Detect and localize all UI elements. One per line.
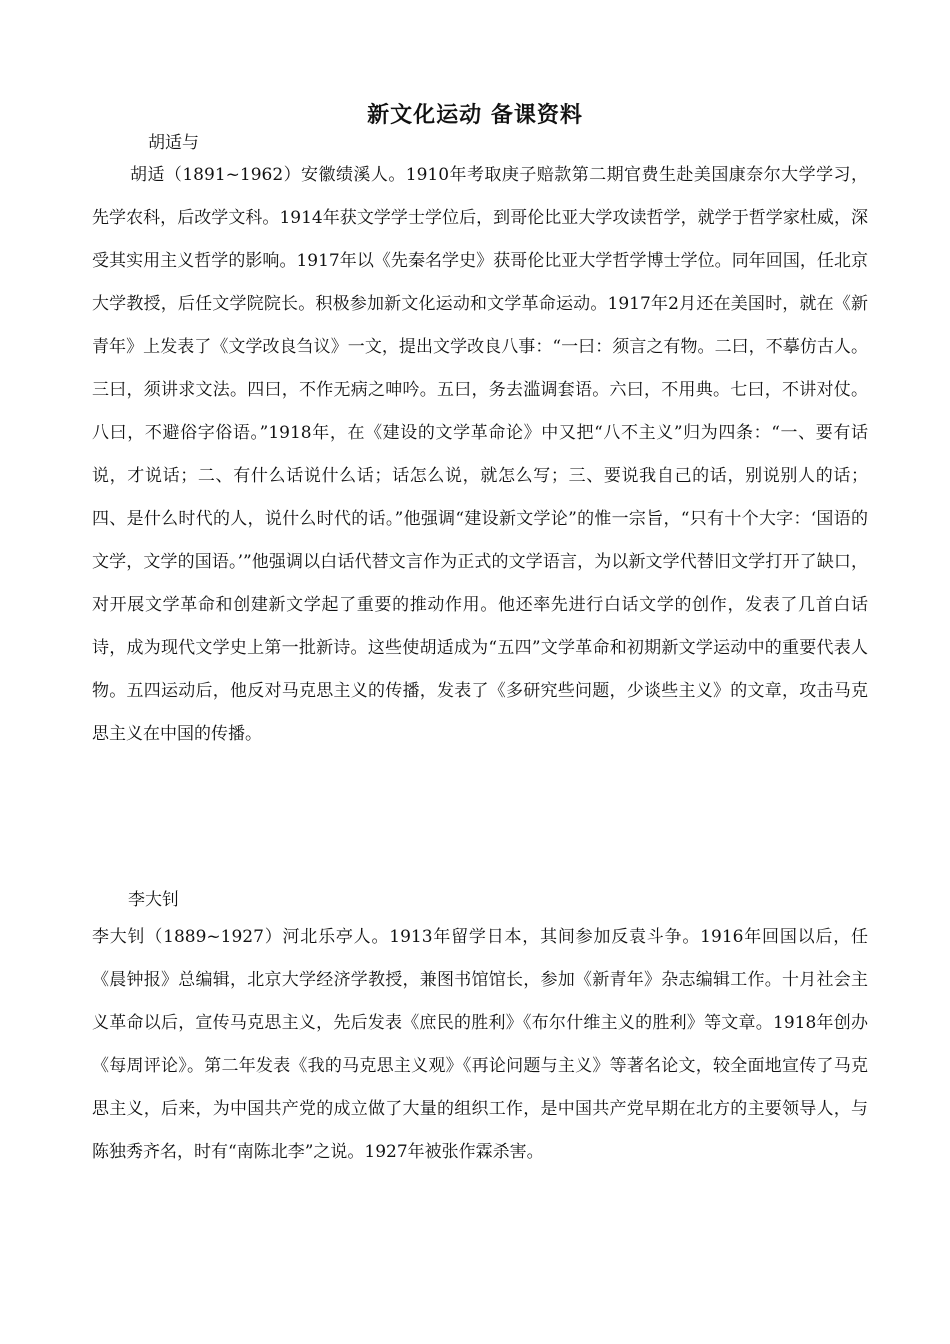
section-label-lidazhao: 李大钊 xyxy=(128,890,179,910)
section-label-hushi: 胡适与 xyxy=(148,133,199,153)
document-title: 新文化运动 备课资料 xyxy=(367,103,583,128)
section-body-lidazhao: 李大钊（1889~1927）河北乐亭人。1913年留学日本，其间参加反袁斗争。1916年回国以后，任《晨钟报》总编辑，北京大学经济学教授，兼图书馆馆长，参加《新青年》杂志编辑工作。十月社会主义革命以后，宣传马克思主义，先后发表《庶民的胜利》《布尔什维主义的胜利》等文章。1918年创办《每周评论》。第二年发表《我的马克思主义观》《再论问题与主义》等著名论文，较全面地宣传了马克思主义，后来，为中国共产党的成立做了大量的组织工作，是中国共产党早期在北方的主要领导人，与陈独秀齐名，时有“南陈北李”之说。1927年被张作霖杀害。 xyxy=(92,927,868,1162)
section-body-hushi: 胡适（1891~1962）安徽绩溪人。1910年考取庚子赔款第二期官费生赴美国康奈尔大学学习，先学农科，后改学文科。1914年获文学学士学位后，到哥伦比亚大学攻读哲学，就学于哲学家杜威，深受其实用主义哲学的影响。1917年以《先秦名学史》获哥伦比亚大学哲学博士学位。同年回国，任北京大学教授，后任文学院院长。积极参加新文化运动和文学革命运动。1917年2月还在美国时，就在《新青年》上发表了《文学改良刍议》一文，提出文学改良八事：“一曰：须言之有物。二曰，不摹仿古人。三曰，须讲求文法。四曰，不作无病之呻吟。五曰，务去滥调套语。六曰，不用典。七曰，不讲对仗。八曰，不避俗字俗语。”1918年，在《建设的文学革命论》中又把“八不主义”归为四条：“一、要有话说，才说话；二、有什么话说什么话；话怎么说，就怎么写；三、要说我自己的话，别说别人的话；四、是什么时代的人，说什么时代的话。”他强调“建设新文学论”的惟一宗旨，“只有十个大字：‘国语的文学，文学的国语。’”他强调以白话代替文言作为正式的文学语言，为以新文学代替旧文学打开了缺口，对开展文学革命和创建新文学起了重要的推动作用。他还率先进行白话文学的创作，发表了几首白话诗，成为现代文学史上第一批新诗。这些使胡适成为“五四”文学革命和初期新文学运动中的重要代表人物。五四运动后，他反对马克思主义的传播，发表了《多研究些问题，少谈些主义》的文章，攻击马克思主义在中国的传播。 xyxy=(92,165,868,744)
